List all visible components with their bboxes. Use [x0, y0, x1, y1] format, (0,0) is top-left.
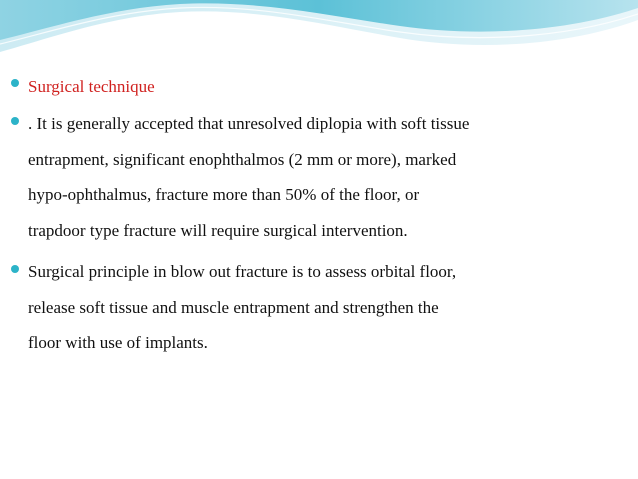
- heading-bullet: [8, 68, 628, 106]
- paragraph-line: Surgical principle in blow out fracture is to assess orbital floor,: [28, 262, 457, 281]
- paragraph-line: floor with use of implants.: [28, 333, 208, 352]
- paragraph-line: entrapment, significant enophthalmos (2 mm or more), marked: [28, 149, 457, 169]
- paragraph-bullet-2: [8, 254, 628, 361]
- paragraph-bullet-1: [8, 106, 628, 248]
- paragraph-line: . It is generally accepted that unresolved diplopia with soft tissue: [28, 114, 470, 133]
- header-wave-decoration: [0, 0, 638, 60]
- slide-heading: Surgical technique: [28, 77, 155, 96]
- paragraph-line: trapdoor type fracture will require surgical intervention.: [28, 220, 408, 240]
- paragraph-line: hypo-ophthalmus, fracture more than 50% of the floor, or: [28, 185, 420, 204]
- bullet-icon: [11, 117, 19, 125]
- bullet-icon: [11, 79, 19, 87]
- bullet-icon: [11, 265, 19, 273]
- paragraph-line: release soft tissue and muscle entrapment and strengthen the: [28, 297, 439, 317]
- slide-body: [8, 68, 628, 361]
